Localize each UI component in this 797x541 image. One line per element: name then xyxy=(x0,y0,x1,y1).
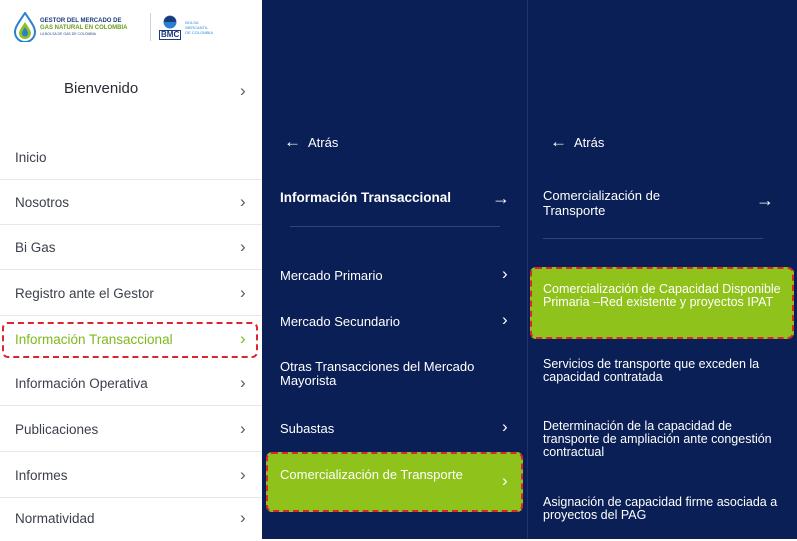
menu-item-otras-transacciones[interactable] xyxy=(266,358,523,394)
chevron-right-icon: › xyxy=(502,310,508,329)
submenu-header[interactable] xyxy=(528,178,797,226)
back-button[interactable] xyxy=(284,130,338,154)
chevron-right-icon: › xyxy=(502,417,508,436)
chevron-right-icon: › xyxy=(240,373,246,392)
submenu-header-label: Comercialización de Transporte xyxy=(543,188,661,218)
menu-item-label: Publicaciones xyxy=(15,422,99,437)
chevron-right-icon: › xyxy=(240,419,246,438)
menu-item-mercado-primario[interactable] xyxy=(266,262,523,290)
welcome-row[interactable] xyxy=(0,76,262,106)
menu-item-label: Determinación de la capacidad de transporte de ampliación ante congestión contractual xyxy=(543,419,772,459)
menu-item-label: Mercado Primario xyxy=(280,268,383,283)
chevron-right-icon: › xyxy=(240,465,246,484)
menu-item-label: Servicios de transporte que exceden la capacidad contratada xyxy=(543,357,760,384)
menu-item-label: Comercialización de Capacidad Disponible Primaria –Red existente y proyectos IPAT xyxy=(543,282,781,309)
chevron-right-icon: › xyxy=(502,471,508,490)
menu-item-subastas[interactable] xyxy=(266,415,523,443)
back-label: Atrás xyxy=(574,134,605,150)
back-label: Atrás xyxy=(308,134,339,150)
menu-item-label: Informes xyxy=(15,468,68,483)
menu-item-asignacion-capacidad-firme[interactable] xyxy=(528,494,797,528)
arrow-left-icon: ← xyxy=(284,132,301,151)
submenu-header-label: Información Transaccional xyxy=(280,190,452,205)
chevron-right-icon: › xyxy=(240,237,246,256)
menu-item-comercializacion-transporte[interactable] xyxy=(266,452,523,512)
submenu-panel-comercializacion-transporte xyxy=(527,0,797,539)
menu-item-capacidad-disponible-primaria[interactable] xyxy=(528,267,797,339)
logo-separator xyxy=(150,13,151,41)
submenu-panel-informacion-transaccional xyxy=(262,0,527,539)
menu-item-label: Información Operativa xyxy=(15,376,148,391)
bmc-logo-line2: MERCANTIL xyxy=(185,24,209,30)
menu-item-publicaciones[interactable] xyxy=(0,408,262,452)
main-menu-panel xyxy=(0,0,262,539)
submenu-header[interactable] xyxy=(262,178,527,226)
gestor-logo-line2: GAS NATURAL EN COLOMBIA xyxy=(40,24,128,31)
menu-item-label: Información Transaccional xyxy=(15,332,173,347)
bmc-wordmark: BMC xyxy=(161,29,180,39)
arrow-left-icon: ← xyxy=(550,132,567,151)
menu-item-label: Comercialización de Transporte xyxy=(280,467,463,482)
chevron-right-icon: › xyxy=(240,81,246,100)
chevron-right-icon: › xyxy=(240,283,246,302)
menu-item-informacion-transaccional[interactable] xyxy=(0,318,262,362)
menu-item-bi-gas[interactable] xyxy=(0,226,262,270)
menu-item-label: Normatividad xyxy=(15,511,95,526)
menu-item-informes[interactable] xyxy=(0,454,262,498)
gestor-logo[interactable] xyxy=(14,12,144,42)
highlight-box xyxy=(266,452,523,512)
bmc-globe-icon xyxy=(163,15,177,29)
bmc-logo-line1: BOLSA xyxy=(185,19,199,25)
menu-item-registro[interactable] xyxy=(0,272,262,316)
chevron-right-icon: › xyxy=(240,192,246,211)
bmc-logo-line3: DE COLOMBIA xyxy=(185,29,214,35)
menu-item-label: Mercado Secundario xyxy=(280,314,400,329)
chevron-right-icon: › xyxy=(240,329,246,348)
menu-item-label: Nosotros xyxy=(15,195,70,210)
menu-item-label: Subastas xyxy=(280,421,335,436)
menu-item-label: Inicio xyxy=(15,150,47,165)
gestor-logo-line1: GESTOR DEL MERCADO DE xyxy=(40,17,122,24)
chevron-right-icon: › xyxy=(240,508,246,527)
gas-drop-icon xyxy=(14,12,36,42)
menu-item-mercado-secundario[interactable] xyxy=(266,307,523,335)
arrow-right-icon: → xyxy=(492,188,510,208)
logo-area xyxy=(14,6,217,48)
menu-item-servicios-transporte[interactable] xyxy=(528,356,797,390)
menu-item-nosotros[interactable] xyxy=(0,181,262,225)
back-button[interactable] xyxy=(550,130,604,154)
menu-item-determinacion-capacidad[interactable] xyxy=(528,418,797,466)
bmc-logo[interactable] xyxy=(159,15,217,40)
menu-item-normatividad[interactable] xyxy=(0,497,262,541)
menu-item-label: Otras Transacciones del Mercado Mayorista xyxy=(280,359,475,388)
arrow-right-icon: → xyxy=(756,190,774,210)
menu-item-label: Registro ante el Gestor xyxy=(15,286,154,301)
chevron-right-icon: › xyxy=(502,264,508,283)
welcome-label: Bienvenido xyxy=(64,80,139,97)
menu-item-label: Bi Gas xyxy=(15,240,56,255)
gestor-logo-line3: LA BOLSA DE GAS DE COLOMBIA xyxy=(40,31,97,36)
menu-item-label: Asignación de capacidad firme asociada a proyectos del PAG xyxy=(543,495,778,522)
menu-item-informacion-operativa[interactable] xyxy=(0,362,262,406)
menu-item-inicio[interactable] xyxy=(0,136,262,180)
